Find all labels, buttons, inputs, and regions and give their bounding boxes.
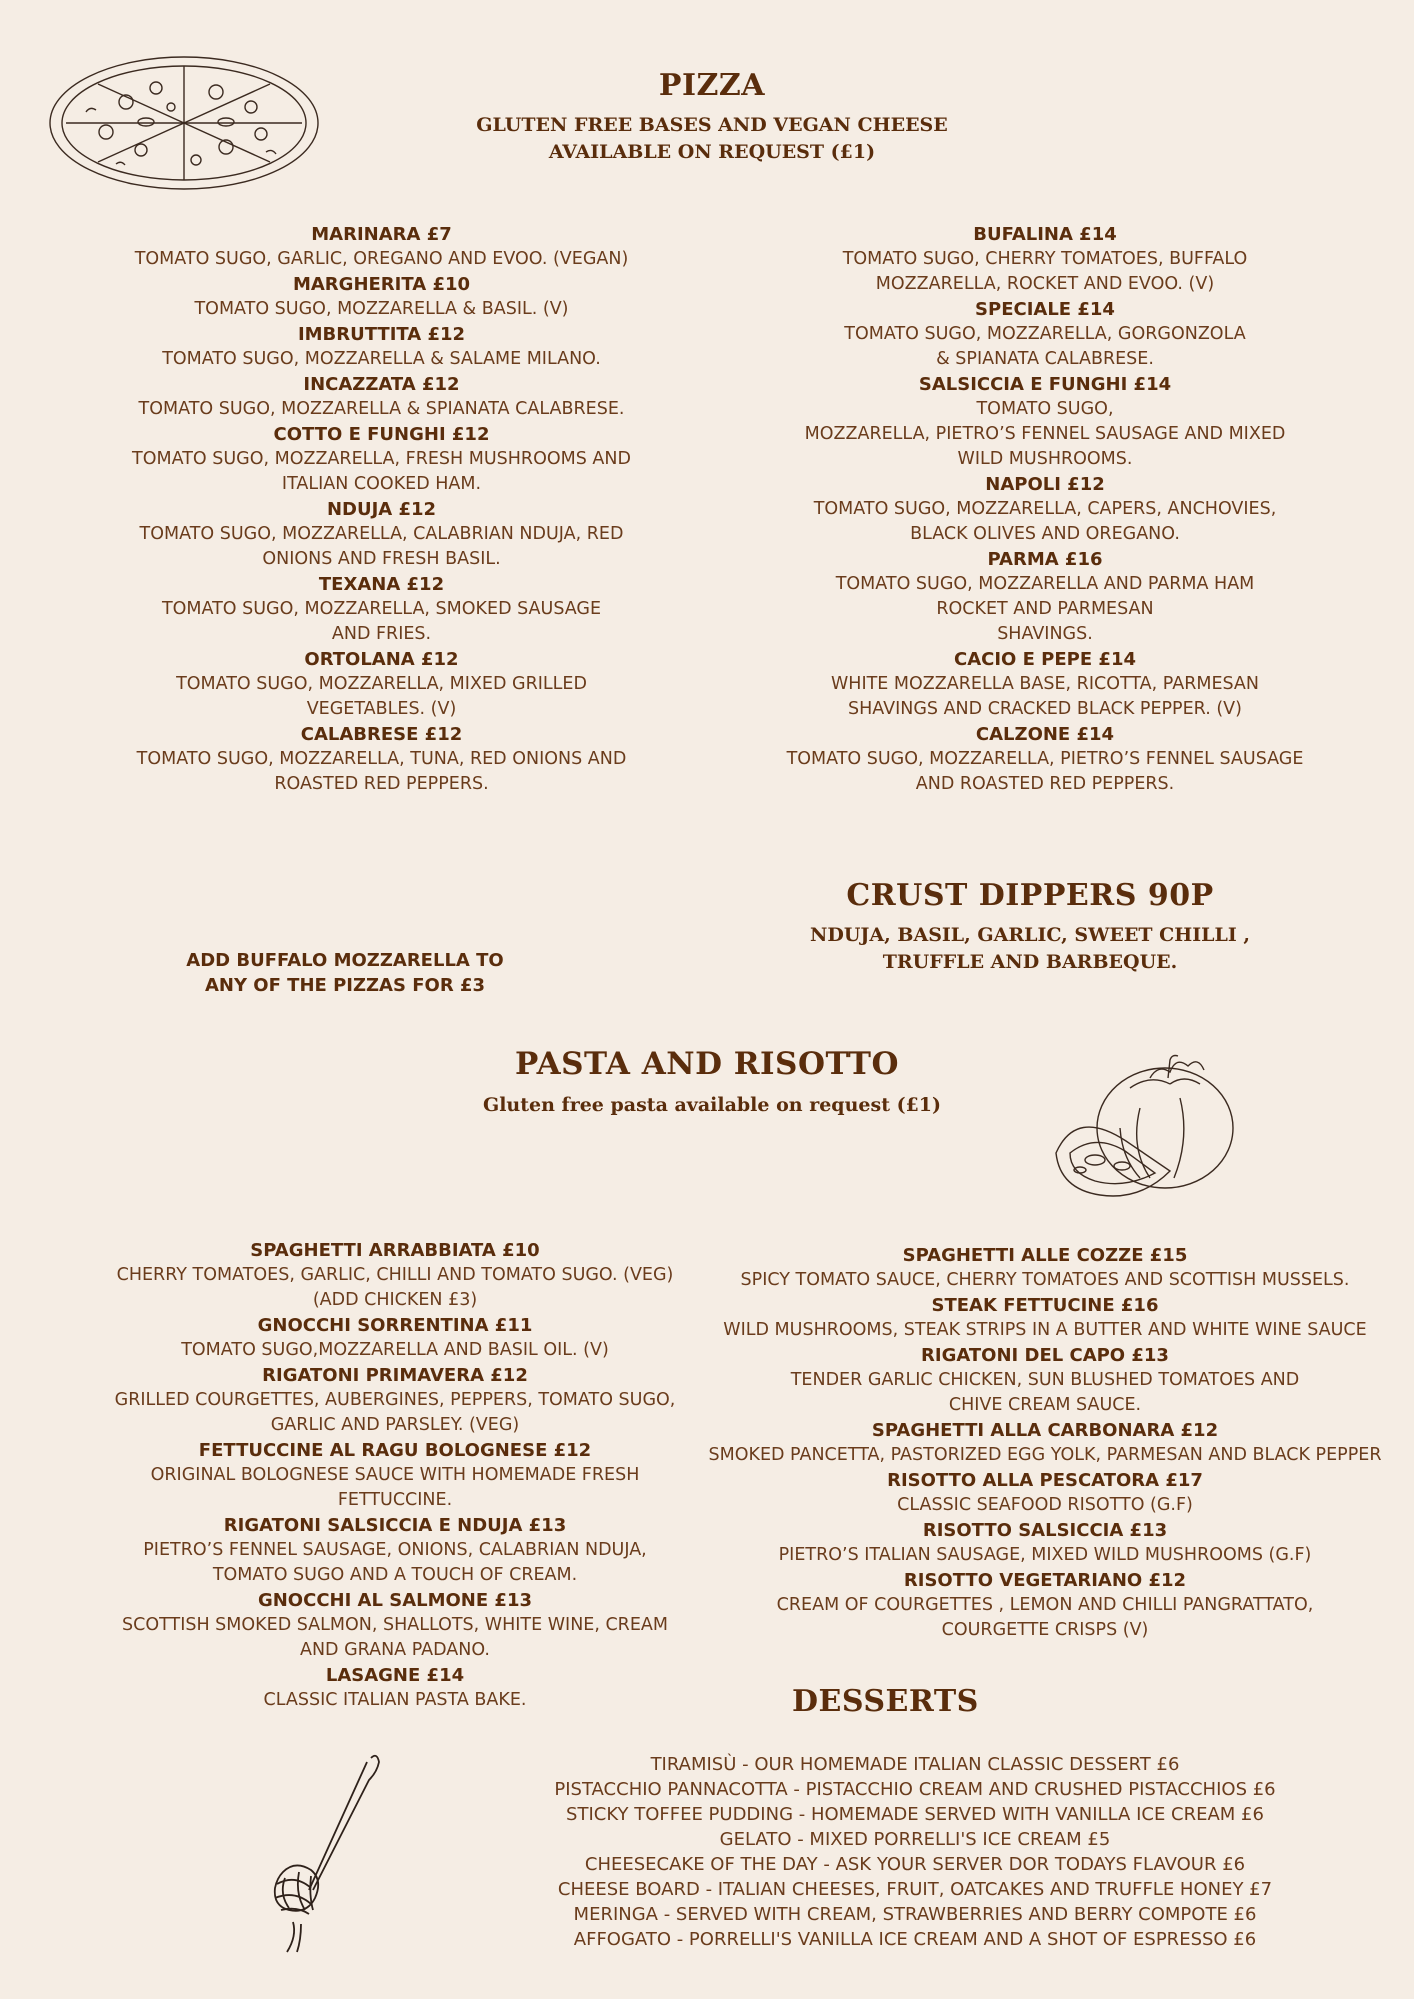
dessert-list — [515, 1752, 1315, 1952]
dessert-item: MERINGA - SERVED WITH CREAM, STRAWBERRIES AND BERRY COMPOTE £6 — [573, 1904, 1257, 1925]
pizza-subtitle — [412, 112, 1012, 166]
dessert-item: STICKY TOFFEE PUDDING - HOMEMADE SERVED WITH VANILLA ICE CREAM £6 — [566, 1804, 1264, 1825]
menu-item-name: RISOTTO VEGETARIANO £12 — [903, 1570, 1187, 1591]
pasta-item — [700, 1518, 1390, 1568]
menu-item-description: CLASSIC SEAFOOD RISOTTO (G.F) — [897, 1495, 1193, 1515]
menu-item-description: TOMATO SUGO, MOZZARELLA, FRESH MUSHROOMS AND ITALIAN COOKED HAM. — [132, 449, 631, 494]
menu-item-name: PARMA £16 — [987, 549, 1103, 570]
pasta-item — [700, 1243, 1390, 1293]
menu-item-description: GRILLED COURGETTES, AUBERGINES, PEPPERS, TOMATO SUGO, GARLIC AND PARSLEY. (VEG) — [114, 1390, 676, 1435]
menu-item-description: WILD MUSHROOMS, STEAK STRIPS IN A BUTTER AND WHITE WINE SAUCE — [723, 1320, 1367, 1340]
pizza-item — [100, 422, 663, 497]
menu-item-name: SPAGHETTI ARRABBIATA £10 — [250, 1240, 540, 1261]
crust-subtitle — [760, 922, 1300, 976]
menu-item-name: RISOTTO SALSICCIA £13 — [922, 1520, 1168, 1541]
pasta-item — [100, 1588, 690, 1663]
dessert-item: PISTACCHIO PANNACOTTA - PISTACCHIO CREAM AND CRUSHED PISTACCHIOS £6 — [554, 1779, 1276, 1800]
menu-item-description: CHERRY TOMATOES, GARLIC, CHILLI AND TOMATO SUGO. (VEG) (ADD CHICKEN £3) — [116, 1265, 674, 1310]
menu-item-name: CALABRESE £12 — [300, 724, 463, 745]
menu-item-name: RIGATONI SALSICCIA E NDUJA £13 — [223, 1515, 567, 1536]
tomato-icon — [1050, 1048, 1240, 1198]
pizza-item — [100, 722, 663, 797]
dessert-item: GELATO - MIXED PORRELLI'S ICE CREAM £5 — [719, 1829, 1111, 1850]
menu-item-name: MARGHERITA £10 — [292, 274, 471, 295]
pizza-item — [100, 572, 663, 647]
menu-item-description: TOMATO SUGO, MOZZARELLA AND PARMA HAM ROCKET AND PARMESAN SHAVINGS. — [835, 574, 1255, 644]
menu-item-name: MARINARA £7 — [311, 224, 452, 245]
pizza-item — [100, 647, 663, 722]
pizza-item — [765, 372, 1325, 472]
pizza-subtitle-line2: AVAILABLE ON REQUEST (£1) — [548, 141, 876, 163]
pasta-item — [100, 1363, 690, 1438]
menu-item-name: NAPOLI £12 — [985, 474, 1105, 495]
addon-line2: ANY OF THE PIZZAS FOR £3 — [205, 975, 485, 996]
menu-item-description: CREAM OF COURGETTES , LEMON AND CHILLI PANGRATTATO, COURGETTE CRISPS (V) — [776, 1595, 1314, 1640]
menu-item-description: TOMATO SUGO, MOZZARELLA & BASIL. (V) — [194, 299, 569, 319]
menu-item-description: CLASSIC ITALIAN PASTA BAKE. — [263, 1690, 527, 1710]
menu-item-name: COTTO E FUNGHI £12 — [273, 424, 490, 445]
menu-item-name: TEXANA £12 — [318, 574, 445, 595]
menu-item-description: TOMATO SUGO, CHERRY TOMATOES, BUFFALO MOZZARELLA, ROCKET AND EVOO. (V) — [842, 249, 1248, 294]
pizza-item — [765, 547, 1325, 647]
menu-item-name: RIGATONI PRIMAVERA £12 — [262, 1365, 528, 1386]
menu-item-name: CACIO E PEPE £14 — [954, 649, 1136, 670]
crust-line2: TRUFFLE AND BARBEQUE. — [882, 951, 1178, 973]
menu-item-name: IMBRUTTITA £12 — [297, 324, 466, 345]
fork-spaghetti-icon — [255, 1752, 385, 1962]
pizza-item — [765, 722, 1325, 797]
dessert-item: AFFOGATO - PORRELLI'S VANILLA ICE CREAM AND A SHOT OF ESPRESSO £6 — [573, 1929, 1257, 1950]
menu-item-name: LASAGNE £14 — [325, 1665, 465, 1686]
addon-line1: ADD BUFFALO MOZZARELLA TO — [186, 950, 504, 971]
menu-item-name: RIGATONI DEL CAPO £13 — [921, 1345, 1169, 1366]
menu-item-description: TOMATO SUGO, MOZZARELLA & SPIANATA CALABRESE. — [138, 399, 625, 419]
pasta-list-right — [700, 1243, 1390, 1643]
pasta-item — [100, 1438, 690, 1513]
menu-item-description: TOMATO SUGO, GARLIC, OREGANO AND EVOO. (VEGAN) — [134, 249, 629, 269]
pizza-item — [100, 222, 663, 272]
pasta-item — [700, 1568, 1390, 1643]
pizza-item — [765, 647, 1325, 722]
menu-item-name: FETTUCCINE AL RAGU BOLOGNESE £12 — [198, 1440, 592, 1461]
pasta-item — [100, 1313, 690, 1363]
menu-item-description: SMOKED PANCETTA, PASTORIZED EGG YOLK, PARMESAN AND BLACK PEPPER — [708, 1445, 1382, 1465]
pasta-item — [700, 1293, 1390, 1343]
menu-item-description: TOMATO SUGO,MOZZARELLA AND BASIL OIL. (V) — [181, 1340, 609, 1360]
menu-item-description: TOMATO SUGO, MOZZARELLA, GORGONZOLA & SPIANATA CALABRESE. — [844, 324, 1246, 369]
pizza-list-left — [100, 222, 663, 797]
menu-item-description: TOMATO SUGO, MOZZARELLA, CALABRIAN NDUJA, RED ONIONS AND FRESH BASIL. — [139, 524, 624, 569]
menu-item-description: ORIGINAL BOLOGNESE SAUCE WITH HOMEMADE FRESH FETTUCCINE. — [150, 1465, 640, 1510]
pizza-item — [765, 472, 1325, 547]
pizza-item — [100, 272, 663, 322]
crust-title: CRUST DIPPERS 90P — [846, 878, 1214, 913]
dessert-item: CHEESE BOARD - ITALIAN CHEESES, FRUIT, OATCAKES AND TRUFFLE HONEY £7 — [557, 1879, 1273, 1900]
pizza-item — [765, 222, 1325, 297]
menu-item-name: SALSICCIA E FUNGHI £14 — [918, 374, 1172, 395]
dessert-item: TIRAMISÙ - OUR HOMEMADE ITALIAN CLASSIC DESSERT £6 — [650, 1754, 1180, 1775]
menu-item-description: TOMATO SUGO, MOZZARELLA, CAPERS, ANCHOVIES, BLACK OLIVES AND OREGANO. — [813, 499, 1277, 544]
crust-line1: NDUJA, BASIL, GARLIC, SWEET CHILLI , — [810, 924, 1250, 946]
menu-item-description: TOMATO SUGO, MOZZARELLA, PIETRO’S FENNEL SAUSAGE AND MIXED WILD MUSHROOMS. — [804, 399, 1286, 469]
pasta-item — [700, 1343, 1390, 1418]
pasta-item — [700, 1468, 1390, 1518]
pizza-item — [100, 322, 663, 372]
pasta-item — [100, 1238, 690, 1313]
menu-item-name: ORTOLANA £12 — [304, 649, 459, 670]
menu-item-name: SPECIALE £14 — [975, 299, 1115, 320]
pizza-item — [100, 372, 663, 422]
pasta-title: PASTA AND RISOTTO — [515, 1046, 899, 1082]
pizza-list-right — [765, 222, 1325, 797]
menu-item-name: SPAGHETTI ALLA CARBONARA £12 — [871, 1420, 1219, 1441]
menu-item-description: SPICY TOMATO SAUCE, CHERRY TOMATOES AND SCOTTISH MUSSELS. — [740, 1270, 1350, 1290]
menu-item-description: TOMATO SUGO, MOZZARELLA & SALAME MILANO. — [162, 349, 601, 369]
pasta-subtitle: Gluten free pasta available on request (£1) — [482, 1094, 942, 1116]
menu-item-name: NDUJA £12 — [326, 499, 437, 520]
menu-item-name: RISOTTO ALLA PESCATORA £17 — [887, 1470, 1203, 1491]
menu-item-description: PIETRO’S FENNEL SAUSAGE, ONIONS, CALABRIAN NDUJA, TOMATO SUGO AND A TOUCH OF CREAM. — [143, 1540, 647, 1585]
pizza-icon — [46, 52, 322, 194]
menu-item-description: TOMATO SUGO, MOZZARELLA, MIXED GRILLED VEGETABLES. (V) — [176, 674, 587, 719]
menu-item-name: INCAZZATA £12 — [303, 374, 460, 395]
pizza-subtitle-line1: GLUTEN FREE BASES AND VEGAN CHEESE — [476, 114, 948, 136]
menu-item-description: SCOTTISH SMOKED SALMON, SHALLOTS, WHITE WINE, CREAM AND GRANA PADANO. — [122, 1615, 668, 1660]
menu-item-name: BUFALINA £14 — [973, 224, 1117, 245]
menu-item-description: TOMATO SUGO, MOZZARELLA, SMOKED SAUSAGE AND FRIES. — [161, 599, 602, 644]
menu-item-description: PIETRO’S ITALIAN SAUSAGE, MIXED WILD MUSHROOMS (G.F) — [778, 1545, 1312, 1565]
menu-item-name: GNOCCHI AL SALMONE £13 — [257, 1590, 533, 1611]
pasta-item — [100, 1663, 690, 1713]
addon-note — [170, 948, 520, 998]
menu-item-name: SPAGHETTI ALLE COZZE £15 — [902, 1245, 1188, 1266]
pizza-item — [765, 297, 1325, 372]
pasta-item — [700, 1418, 1390, 1468]
menu-item-name: GNOCCHI SORRENTINA £11 — [257, 1315, 533, 1336]
pizza-title: PIZZA — [658, 68, 766, 103]
pasta-item — [100, 1513, 690, 1588]
menu-item-description: TOMATO SUGO, MOZZARELLA, PIETRO’S FENNEL SAUSAGE AND ROASTED RED PEPPERS. — [786, 749, 1304, 794]
menu-item-description: TOMATO SUGO, MOZZARELLA, TUNA, RED ONIONS AND ROASTED RED PEPPERS. — [136, 749, 627, 794]
menu-item-name: CALZONE £14 — [975, 724, 1115, 745]
pizza-item — [100, 497, 663, 572]
menu-item-name: STEAK FETTUCINE £16 — [931, 1295, 1159, 1316]
dessert-item: CHEESECAKE OF THE DAY - ASK YOUR SERVER DOR TODAYS FLAVOUR £6 — [584, 1854, 1246, 1875]
menu-item-description: WHITE MOZZARELLA BASE, RICOTTA, PARMESAN SHAVINGS AND CRACKED BLACK PEPPER. (V) — [830, 674, 1259, 719]
pasta-list-left — [100, 1238, 690, 1713]
desserts-title: DESSERTS — [792, 1684, 979, 1719]
menu-item-description: TENDER GARLIC CHICKEN, SUN BLUSHED TOMATOES AND CHIVE CREAM SAUCE. — [790, 1370, 1300, 1415]
